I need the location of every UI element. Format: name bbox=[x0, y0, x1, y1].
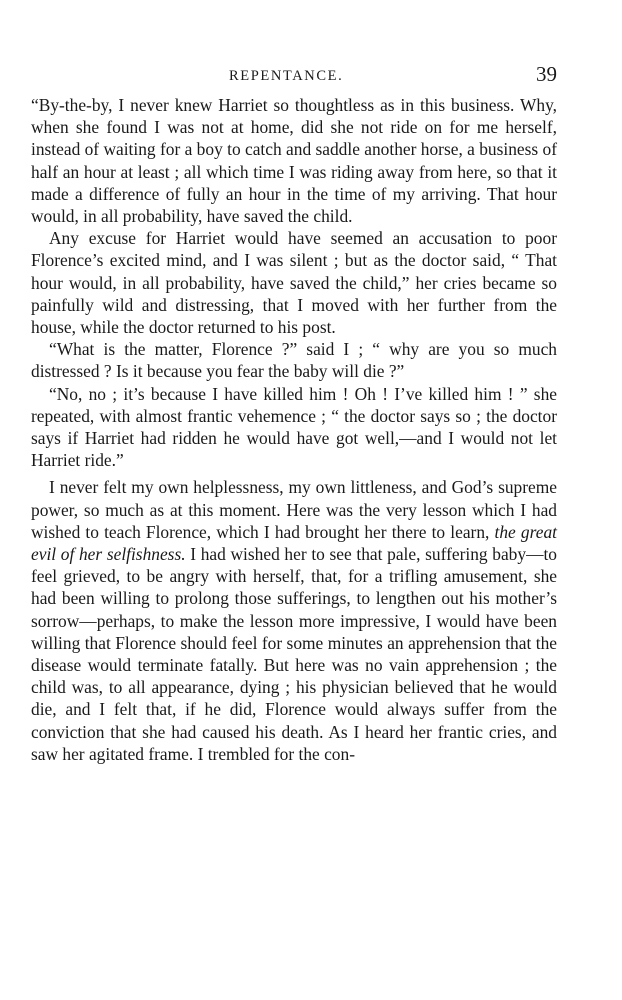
paragraph-3: “What is the matter, Florence ?” said I ; “ why are you so much distressed ? Is it because you fear the baby will die ?” bbox=[31, 339, 557, 382]
paragraph-5-text-after: I had wished her to see that pale, suffering baby—to feel grieved, to be angry with herself, that, for a trifling amusement, she had been willing to prolong those sufferings, to lengthen out his mother’s sorrow—perhaps, to make the lesson more impressive, I would have been willing that Florence should feel for some minutes an apprehension that the disease would terminate fatally. But here was no vain apprehension ; the child was, to all appearance, dying ; his physician believed that he would die, and I felt that, if he did, Florence would always suffer from the conviction that she had caused his death. As I heard her frantic cries, and saw her agitated frame. I trembled for the con- bbox=[31, 544, 557, 764]
paragraph-5-emphasis: the great evil of her selfishness. bbox=[31, 521, 557, 565]
page-number: 39 bbox=[536, 62, 557, 86]
body-text bbox=[31, 94, 557, 765]
running-head-title: REPENTANCE. bbox=[229, 68, 344, 84]
paragraph-5-text-before: I never felt my own helplessness, my own littleness, and God’s supreme power, so much as at this moment. Here was the very lesson which I had wished to teach Florence, which I had brought her there to learn, bbox=[31, 477, 557, 542]
paragraph-2: Any excuse for Harriet would have seemed an accusation to poor Florence’s excited mind, and I was silent ; but as the doctor said, “ That hour would, in all probability, have saved the child,” her cries became so painfully wild and distressing, that I moved with her further from the house, while the doctor returned to his post. bbox=[31, 228, 557, 338]
paragraph-5 bbox=[31, 476, 557, 765]
paragraph-1: “By-the-by, I never knew Harriet so thoughtless as in this business. Why, when she found I was not at home, did she not ride on for me herself, instead of waiting for a boy to catch and saddle another horse, a business of half an hour at least ; all which time I was riding away from here, so that it made a difference of fully an hour in the time of my arriving. That hour would, in all probability, have saved the child. bbox=[31, 95, 557, 227]
running-head bbox=[31, 62, 557, 94]
paragraph-4: “No, no ; it’s because I have killed him ! Oh ! I’ve killed him ! ” she repeated, with almost frantic vehemence ; “ the doctor says so ; the doctor says if Harriet had ridden he would have got well,—and I would not let Harriet ride.” bbox=[31, 383, 557, 471]
book-page bbox=[31, 62, 557, 765]
